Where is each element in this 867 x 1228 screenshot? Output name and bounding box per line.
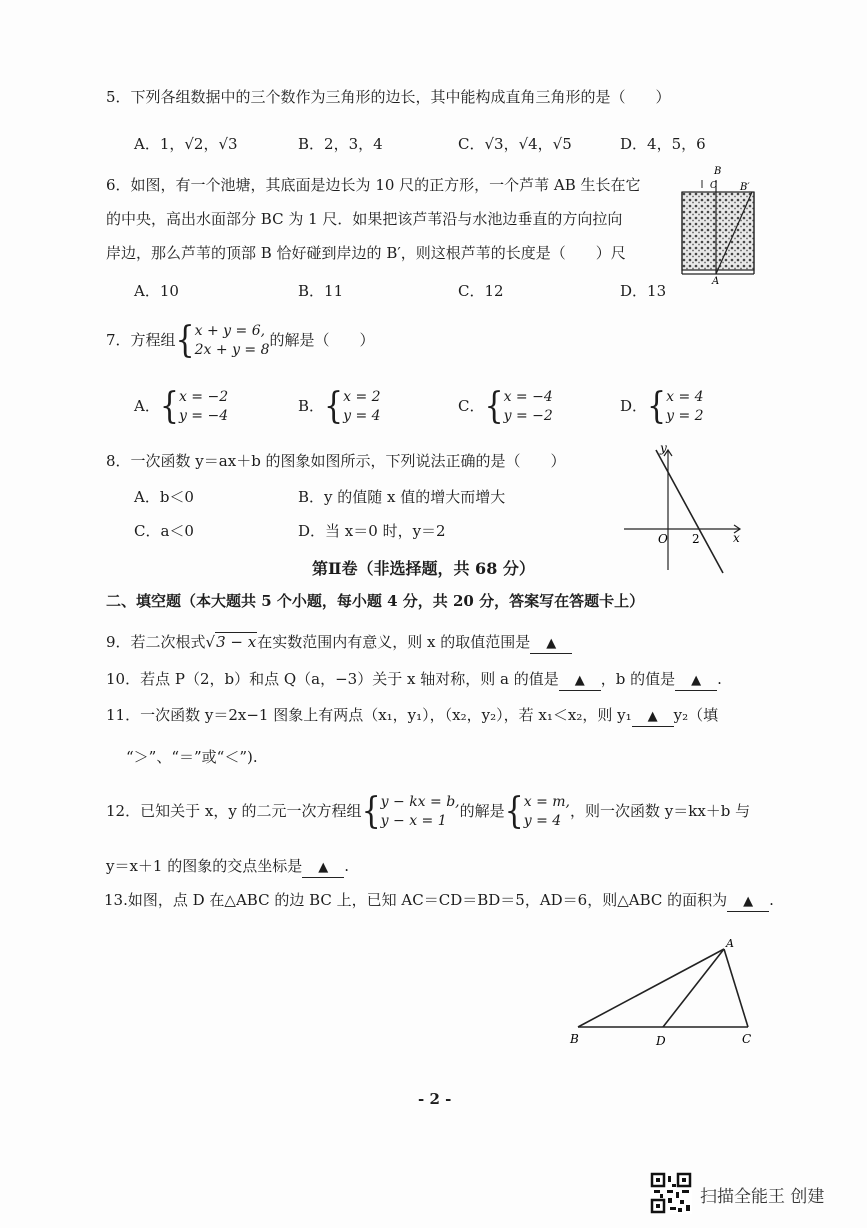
- q12-s2: y = 4: [523, 813, 562, 829]
- q12-line-2: [106, 857, 349, 878]
- option-eq1: x = −4: [503, 389, 553, 405]
- q12-system: [381, 793, 460, 831]
- q8-option-d: D．当 x＝0 时，y＝2: [298, 522, 446, 540]
- option-system: [504, 388, 553, 426]
- brace: {: [647, 385, 667, 428]
- fig8-label-x: x: [733, 531, 740, 545]
- segment-ac: [724, 949, 748, 1027]
- q5-option-a: A．1，√2，√3: [134, 135, 238, 153]
- q6-line-2: 的中央，高出水面部分 BC 为 1 尺．如果把该芦苇沿与水池边垂直的方向拉向: [106, 210, 623, 228]
- q10-end: .: [717, 670, 722, 688]
- q7-eq2: 2x + y = 8: [194, 342, 270, 358]
- pond-figure: [676, 162, 766, 287]
- fig13-label-d: D: [656, 1034, 666, 1048]
- q7-prefix: 7．方程组: [106, 331, 176, 349]
- q7-eq1: x + y = 6,: [194, 323, 266, 339]
- q11-after: y₂（填: [673, 706, 719, 724]
- q6-line-3: 岸边，那么芦苇的顶部 B 恰好碰到岸边的 B′，则这根芦苇的长度是（ ）尺: [106, 244, 626, 262]
- section-2-heading: 二、填空题（本大题共 5 个小题，每小题 4 分，共 20 分，答案写在答题卡上）: [106, 592, 645, 610]
- q7-system: [195, 322, 270, 360]
- option-eq2: y = 2: [666, 408, 704, 424]
- option-eq1: x = 4: [666, 389, 704, 405]
- fig6-label-a: A: [712, 276, 720, 287]
- answer-blank[interactable]: ▲: [302, 859, 344, 878]
- q11-line-1: [106, 706, 718, 727]
- linear-function-graph: [620, 440, 750, 575]
- q7-option-d: [620, 385, 704, 428]
- option-label: D．: [620, 397, 648, 415]
- q6-option-d: D．13: [620, 282, 667, 300]
- q7-option-b: [298, 385, 381, 428]
- page-number: - 2 -: [418, 1090, 452, 1108]
- q8-option-b: B．y 的值随 x 值的增大而增大: [298, 488, 506, 506]
- q9-suffix: 在实数范围内有意义，则 x 的取值范围是: [257, 633, 531, 651]
- q5-option-b: B．2，3，4: [298, 135, 383, 153]
- q11-line-2: “＞”、“＝”或“＜”).: [126, 748, 258, 766]
- q8-option-a: A．b＜0: [134, 488, 194, 506]
- segment-ad: [663, 949, 724, 1027]
- fig13-label-b: B: [570, 1032, 579, 1046]
- q7-suffix: 的解是（ ）: [269, 331, 375, 349]
- q9-radicand: 3 − x: [216, 633, 257, 651]
- option-system: [666, 388, 703, 426]
- option-eq1: x = 2: [343, 389, 381, 405]
- segment-ab: [578, 949, 724, 1027]
- q12-line-1: [106, 790, 751, 833]
- option-label: C．: [458, 397, 485, 415]
- fig13-label-c: C: [742, 1032, 752, 1046]
- q12-eq1: y − kx = b,: [380, 794, 460, 810]
- fig13-label-a: A: [726, 937, 734, 950]
- q7-option-c: [458, 385, 553, 428]
- q10: [106, 670, 722, 691]
- answer-blank-b[interactable]: ▲: [675, 672, 717, 691]
- q8-option-c: C．a＜0: [134, 522, 194, 540]
- option-label: B．: [298, 397, 325, 415]
- fig8-label-2: 2: [692, 532, 700, 546]
- q13: [104, 891, 774, 912]
- triangle-figure: [560, 935, 765, 1050]
- q5-stem: 5．下列各组数据中的三个数作为三角形的边长，其中能构成直角三角形的是（ ）: [106, 88, 671, 106]
- q11-text: 11．一次函数 y＝2x−1 图象上有两点（x₁，y₁），（x₂，y₂），若 x₁＜x₂，则 y₁: [106, 706, 632, 724]
- qr-code-icon: [650, 1172, 692, 1214]
- answer-blank[interactable]: ▲: [530, 635, 572, 654]
- brace: {: [361, 790, 381, 833]
- option-system: [179, 388, 228, 426]
- q6-line-1: 6．如图，有一个池塘，其底面是边长为 10 尺的正方形，一个芦苇 AB 生长在它: [106, 176, 641, 194]
- q12-eq2: y − x = 1: [380, 813, 447, 829]
- option-eq1: x = −2: [178, 389, 229, 405]
- q12-solution: [524, 793, 570, 831]
- q12-prefix: 12．已知关于 x，y 的二元一次方程组: [106, 802, 362, 820]
- option-system: [343, 388, 380, 426]
- fig6-label-b-prime: B′: [740, 182, 750, 193]
- option-label: A．: [134, 397, 160, 415]
- scanner-watermark: 扫描全能王 创建: [700, 1187, 825, 1207]
- q6-option-a: A．10: [134, 282, 179, 300]
- pond-water: [682, 192, 754, 270]
- q6-option-b: B．11: [298, 282, 344, 300]
- answer-blank[interactable]: ▲: [727, 893, 769, 912]
- q12-mid: 的解是: [459, 802, 505, 820]
- option-eq2: y = 4: [343, 408, 381, 424]
- q7-option-a: [134, 385, 229, 428]
- fig6-label-c: C: [710, 181, 717, 191]
- q13-end: .: [769, 891, 774, 909]
- answer-blank-a[interactable]: ▲: [559, 672, 601, 691]
- brace: {: [175, 319, 195, 362]
- option-eq2: y = −2: [503, 408, 553, 424]
- q5-option-d: D．4，5，6: [620, 135, 706, 153]
- answer-blank[interactable]: ▲: [632, 708, 674, 727]
- part2-title: 第Ⅱ卷（非选择题，共 68 分）: [312, 559, 535, 578]
- q9: 9．若二次根式√3 − x在实数范围内有意义，则 x 的取值范围是 ▲: [106, 633, 572, 654]
- brace: {: [484, 385, 504, 428]
- fig8-label-y: y: [660, 441, 667, 455]
- q10-mid: ，b 的值是: [600, 670, 676, 688]
- q9-prefix: 9．若二次根式: [106, 633, 206, 651]
- q8-stem: 8．一次函数 y＝ax＋b 的图象如图所示，下列说法正确的是（ ）: [106, 452, 566, 470]
- q12-s1: x = m,: [523, 794, 570, 810]
- option-eq2: y = −4: [178, 408, 229, 424]
- brace: {: [504, 790, 524, 833]
- q6-option-c: C．12: [458, 282, 504, 300]
- fig6-label-b: B: [714, 166, 722, 177]
- q12-line2-text: y＝x＋1 的图象的交点坐标是: [106, 857, 303, 875]
- fig8-label-origin: O: [658, 532, 668, 546]
- q12-suffix: ，则一次函数 y＝kx＋b 与: [570, 802, 751, 820]
- brace: {: [159, 385, 179, 428]
- function-line: [656, 450, 723, 573]
- q5-option-c: C．√3，√4，√5: [458, 135, 572, 153]
- brace: {: [324, 385, 344, 428]
- q7-stem: [106, 319, 375, 362]
- q12-end: .: [344, 857, 350, 875]
- q13-text: 13.如图，点 D 在△ABC 的边 BC 上，已知 AC＝CD＝BD＝5，AD＝6，则△ABC 的面积为: [104, 891, 728, 909]
- q10-prefix: 10．若点 P（2，b）和点 Q（a，−3）关于 x 轴对称，则 a 的值是: [106, 670, 559, 688]
